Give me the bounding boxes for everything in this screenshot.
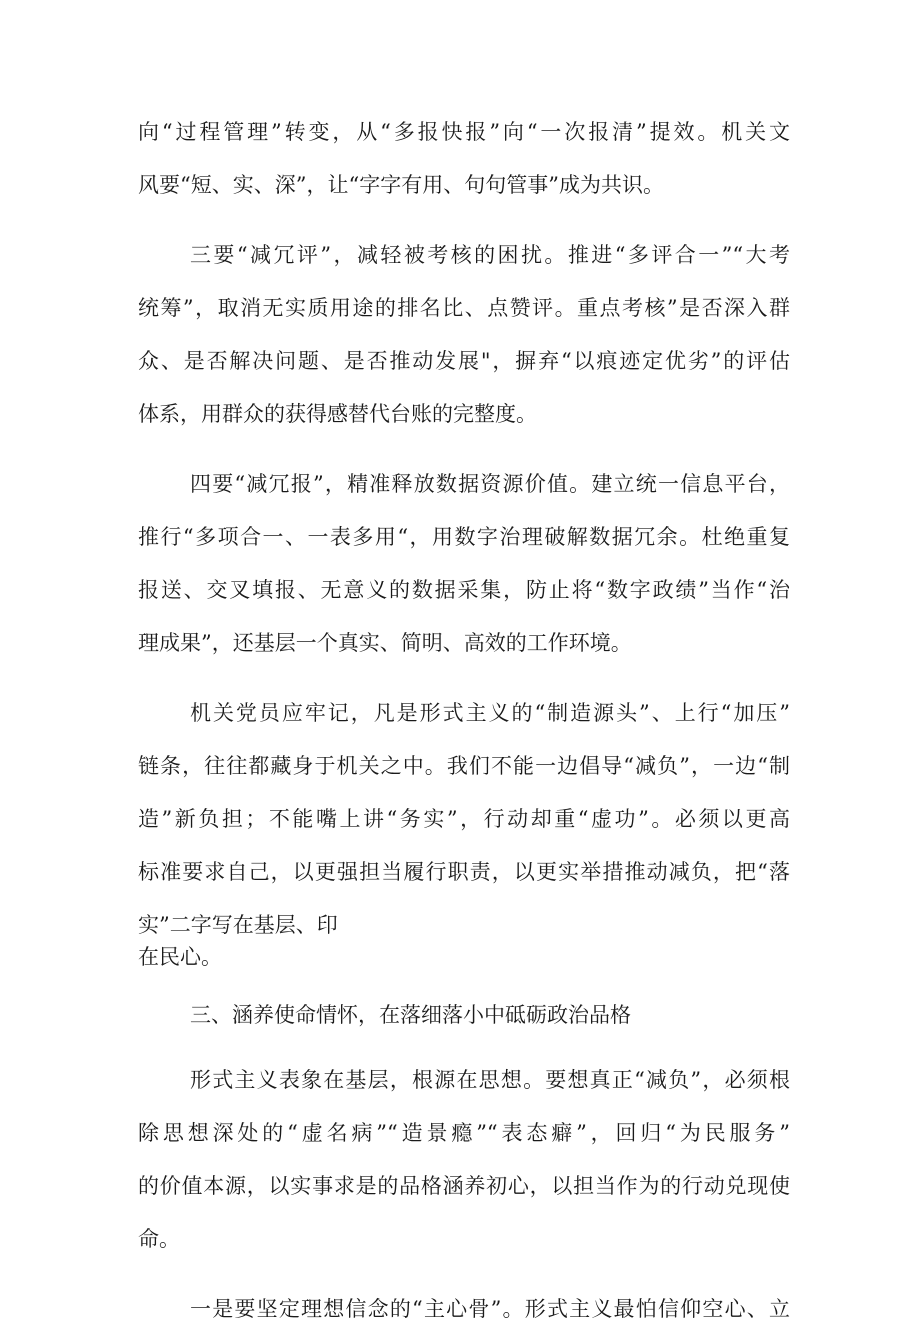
text-line: 报送、交叉填报、无意义的数据采集，防止将“数字政绩”当作“治 <box>138 578 790 602</box>
text-line: 一是要坚定理想信念的“主心骨”。形式主义最怕信仰空心、立 <box>190 1297 790 1321</box>
text-line: 众、是否解决问题、是否推动发展"，摒弃“以痕迹定优劣”的评估 <box>138 349 790 373</box>
text-line: 链条，往往都藏身于机关之中。我们不能一边倡导“减负”，一边“制 <box>138 754 790 778</box>
text-line: 统筹”，取消无实质用途的排名比、点赞评。重点考核”是否深入群 <box>138 296 790 320</box>
text-line: 四要“减冗报”，精准释放数据资源价值。建立统一信息平台， <box>190 472 790 496</box>
text-line: 机关党员应牢记，凡是形式主义的“制造源头”、上行“加压” <box>190 701 790 725</box>
text-line: 的价值本源，以实事求是的品格涵养初心，以担当作为的行动兑现使 <box>138 1174 790 1198</box>
text-line: 三要“减冗评”，减轻被考核的困扰。推进“多评合一”“大考 <box>190 243 790 267</box>
text-line: 标准要求自己，以更强担当履行职责，以更实举措推动减负，把“落 <box>138 860 790 884</box>
text-line: 推行“多项合一、一表多用“，用数字治理破解数据冗余。杜绝重复 <box>138 525 790 549</box>
text-line: 理成果”，还基层一个真实、简明、高效的工作环境。 <box>138 631 632 655</box>
text-line: 在民心。 <box>138 945 222 969</box>
text-line: 造”新负担；不能嘴上讲“务实”，行动却重“虚功”。必须以更高 <box>138 807 790 831</box>
text-line: 形式主义表象在基层，根源在思想。要想真正“减负”，必须根 <box>190 1068 790 1092</box>
text-line: 体系，用群众的获得感替代台账的完整度。 <box>138 402 537 426</box>
text-line: 除思想深处的“虚名病”“造景瘾”“表态癖”，回归“为民服务” <box>138 1121 790 1145</box>
text-line: 向“过程管理”转变，从“多报快报”向“一次报清”提效。机关文 <box>138 120 790 144</box>
text-line: 命。 <box>138 1227 180 1251</box>
text-line: 实”二字写在基层、印 <box>138 913 338 937</box>
section-heading: 三、涵养使命情怀，在落细落小中砥砺政治品格 <box>190 1003 631 1027</box>
text-line: 风要“短、实、深”，让“字字有用、句句管事”成为共识。 <box>138 173 664 197</box>
